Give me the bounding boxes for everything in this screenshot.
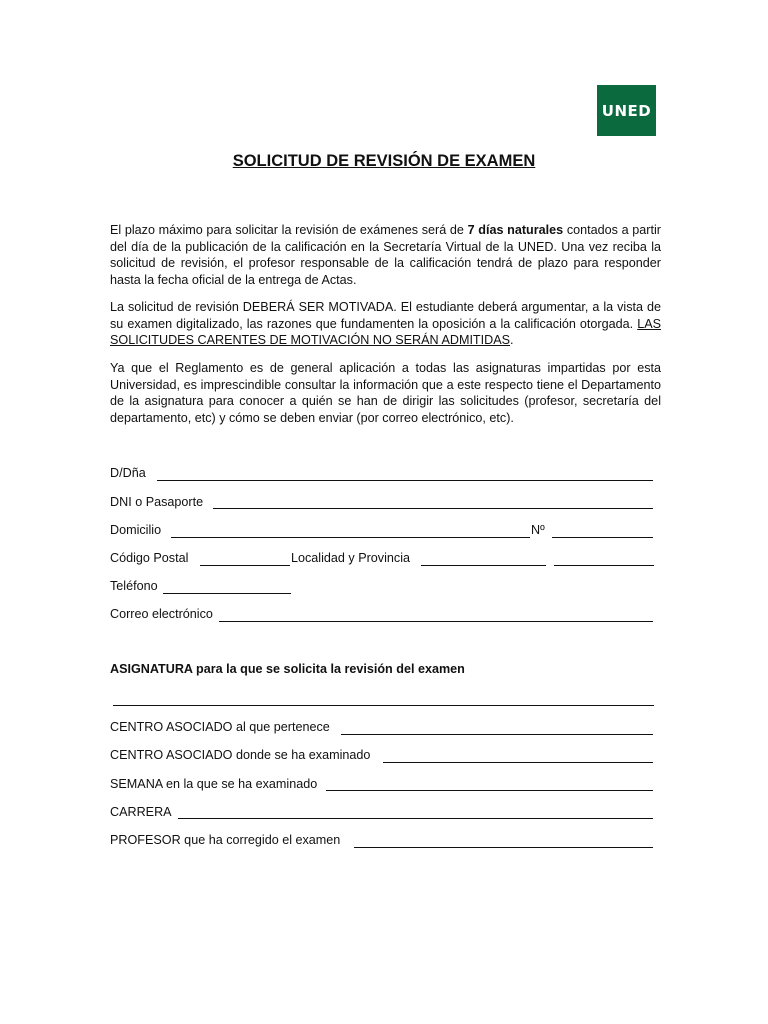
professor-label: PROFESOR que ha corregido el examen [110, 833, 341, 847]
address-field[interactable] [171, 537, 530, 538]
locality-label: Localidad y Provincia [291, 551, 411, 565]
number-label: Nº [531, 523, 545, 537]
center-exam-label: CENTRO ASOCIADO donde se ha examinado [110, 748, 371, 762]
dni-label: DNI o Pasaporte [110, 495, 204, 509]
document-title: SOLICITUD DE REVISIÓN DE EXAMEN [232, 152, 536, 170]
phone-label: Teléfono [110, 579, 158, 593]
subject-heading: ASIGNATURA para la que se solicita la revisión del examen [110, 662, 465, 676]
paragraph-regulation: Ya que el Reglamento es de general aplicación a todas las asignaturas impartidas por esta Universidad, es imprescindible consultar la información que a este respecto tiene el Departamento de la asignatura para conocer a quién se han de dirigir las solicitudes (profesor, secretaría del departamento, etc) y cómo se deben enviar (por correo electrónico, etc). [110, 361, 661, 425]
email-label: Correo electrónico [110, 607, 213, 621]
career-label: CARRERA [110, 805, 172, 819]
address-label: Domicilio [110, 523, 162, 537]
province-field[interactable] [554, 565, 654, 566]
center-exam-field[interactable] [383, 762, 653, 763]
email-field[interactable] [219, 621, 653, 622]
professor-field[interactable] [354, 847, 653, 848]
number-field[interactable] [552, 537, 653, 538]
uned-logo: UNED [597, 85, 656, 136]
phone-field[interactable] [163, 593, 291, 594]
locality-field[interactable] [421, 565, 546, 566]
center-belongs-label: CENTRO ASOCIADO al que pertenece [110, 720, 330, 734]
subject-field[interactable] [113, 705, 654, 706]
dni-field[interactable] [213, 508, 653, 509]
name-label: D/Dña [110, 466, 146, 480]
week-label: SEMANA en la que se ha examinado [110, 777, 318, 791]
career-field[interactable] [178, 818, 653, 819]
paragraph-deadline: El plazo máximo para solicitar la revisión de exámenes será de 7 días naturales contados a partir del día de la publicación de la calificación en la Secretaría Virtual de la UNED. Una vez reciba la solicitud de revisión, el profesor responsable de la calificación tendrá de plazo para responder hasta la fecha oficial de la entrega de Actas. [110, 223, 661, 287]
week-field[interactable] [326, 790, 653, 791]
postal-code-label: Código Postal [110, 551, 189, 565]
center-belongs-field[interactable] [341, 734, 653, 735]
postal-code-field[interactable] [200, 565, 290, 566]
paragraph-motivation: La solicitud de revisión DEBERÁ SER MOTIVADA. El estudiante deberá argumentar, a la vista de su examen digitalizado, las razones que fundamenten la oposición a la calificación otorgada. LAS SOLICITUDES CARENTES DE MOTIVACIÓN NO SERÁN ADMITIDAS. [110, 300, 661, 348]
name-field[interactable] [157, 480, 653, 481]
